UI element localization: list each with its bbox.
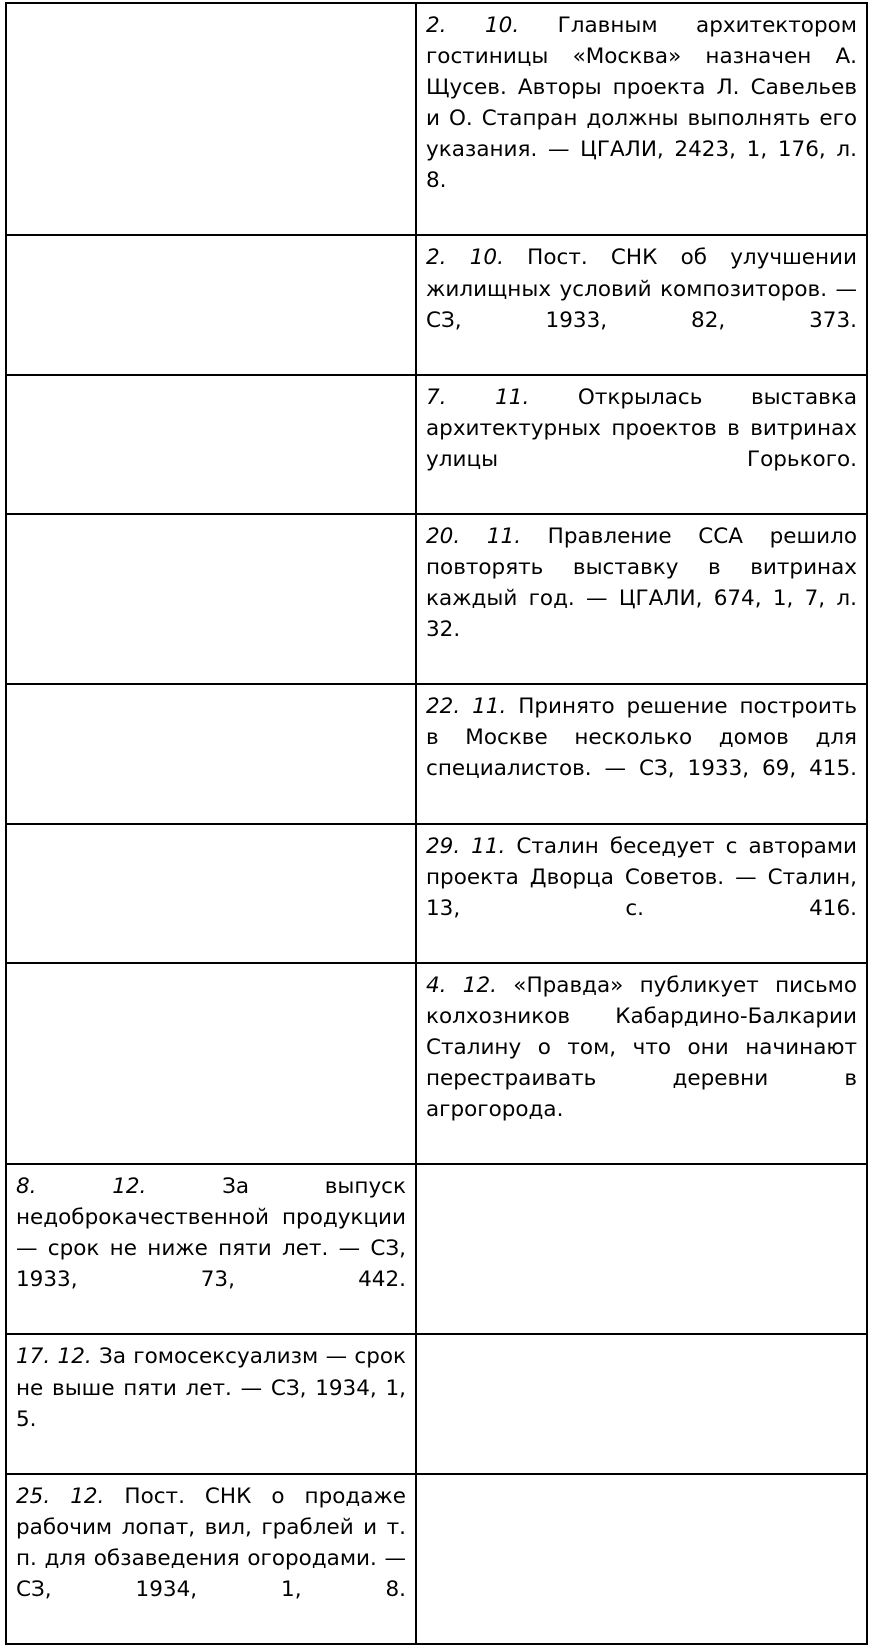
chronology-table: [5, 2, 868, 1645]
chronology-entry: [426, 10, 857, 227]
entry-date: 25. 12.: [16, 1483, 105, 1509]
entry-date: 20. 11.: [426, 523, 522, 549]
entry-date: 8. 12.: [16, 1174, 147, 1200]
chronology-entry: [426, 242, 857, 366]
entry-text: Главным архитектором гостиницы «Москва» назначен А. Щусев. Авторы проекта Л. Савельев и О. Стапран должны выполнять его указания. — ЦГАЛИ, 2423, 1, 176, л. 8.: [426, 13, 857, 194]
cell-left: [6, 1164, 416, 1334]
entry-text: За гомосексуализм — срок не выше пяти лет. — СЗ, 1934, 1, 5.: [16, 1344, 406, 1432]
cell-left-empty: [6, 514, 416, 684]
entry-text: Открылась выставка архитектурных проектов в витринах улицы Горького.: [426, 384, 857, 472]
entry-text: Пост. СНК о продаже рабочим лопат, вил, граблей и т. п. для обзаведения огородами. — СЗ, 1934, 1, 8.: [16, 1483, 407, 1602]
entry-date: 29. 11.: [426, 833, 506, 859]
table-row: [6, 3, 867, 235]
table-row: [6, 375, 867, 514]
table-row: [6, 1474, 867, 1644]
chronology-entry: [426, 521, 857, 676]
chronology-entry: [426, 691, 857, 815]
entry-date: 2. 10.: [426, 13, 520, 38]
cell-left-empty: [6, 235, 416, 374]
entry-text: За выпуск недоброкачественной продукции — срок не ниже пяти лет. — СЗ, 1933, 73, 442.: [16, 1174, 406, 1293]
cell-left: [6, 1334, 416, 1473]
table-row: [6, 235, 867, 374]
cell-right: [416, 684, 867, 823]
entry-text: Сталин беседует с авторами проекта Дворца Советов. — Сталин, 13, с. 416.: [426, 833, 858, 921]
entry-date: 2. 10.: [426, 245, 504, 271]
chronology-entry: [426, 382, 857, 506]
entry-text: Правление ССА решило повторять выставку в витринах каждый год. — ЦГАЛИ, 674, 1, 7, л. 32.: [426, 523, 857, 643]
cell-right-empty: [416, 1334, 867, 1473]
cell-right-empty: [416, 1164, 867, 1334]
table-row: [6, 1334, 867, 1473]
cell-left: [6, 1474, 416, 1644]
table-row: [6, 684, 867, 823]
entry-text: «Правда» публикует письмо колхозников Кабардино-Балкарии Сталину о том, что они начинают перестраивать деревни в агрогорода.: [426, 972, 857, 1122]
cell-right: [416, 514, 867, 684]
cell-left-empty: [6, 824, 416, 963]
entry-date: 4. 12.: [426, 972, 497, 998]
table-row: [6, 824, 867, 963]
entry-date: 7. 11.: [426, 384, 530, 410]
entry-date: 17. 12.: [16, 1344, 92, 1370]
cell-right-empty: [416, 1474, 867, 1644]
cell-right: [416, 963, 867, 1164]
entry-date: 22. 11.: [426, 694, 507, 720]
chronology-entry: [426, 831, 857, 955]
cell-right: [416, 235, 867, 374]
cell-right: [416, 824, 867, 963]
table-row: [6, 514, 867, 684]
chronology-entry: [16, 1481, 406, 1636]
cell-right: [416, 3, 867, 235]
cell-left-empty: [6, 963, 416, 1164]
chronology-entry: [16, 1341, 406, 1465]
cell-left-empty: [6, 375, 416, 514]
table-row: [6, 1164, 867, 1334]
chronology-entry: [426, 970, 857, 1156]
entry-text: Принято решение построить в Москве несколько домов для специалистов. — СЗ, 1933, 69, 415.: [426, 694, 858, 782]
table-body: [6, 3, 867, 1644]
chronology-entry: [16, 1171, 406, 1326]
table-row: [6, 963, 867, 1164]
cell-left-empty: [6, 3, 416, 235]
entry-text: Пост. СНК об улучшении жилищных условий композиторов. — СЗ, 1933, 82, 373.: [426, 245, 857, 333]
cell-right: [416, 375, 867, 514]
cell-left-empty: [6, 684, 416, 823]
